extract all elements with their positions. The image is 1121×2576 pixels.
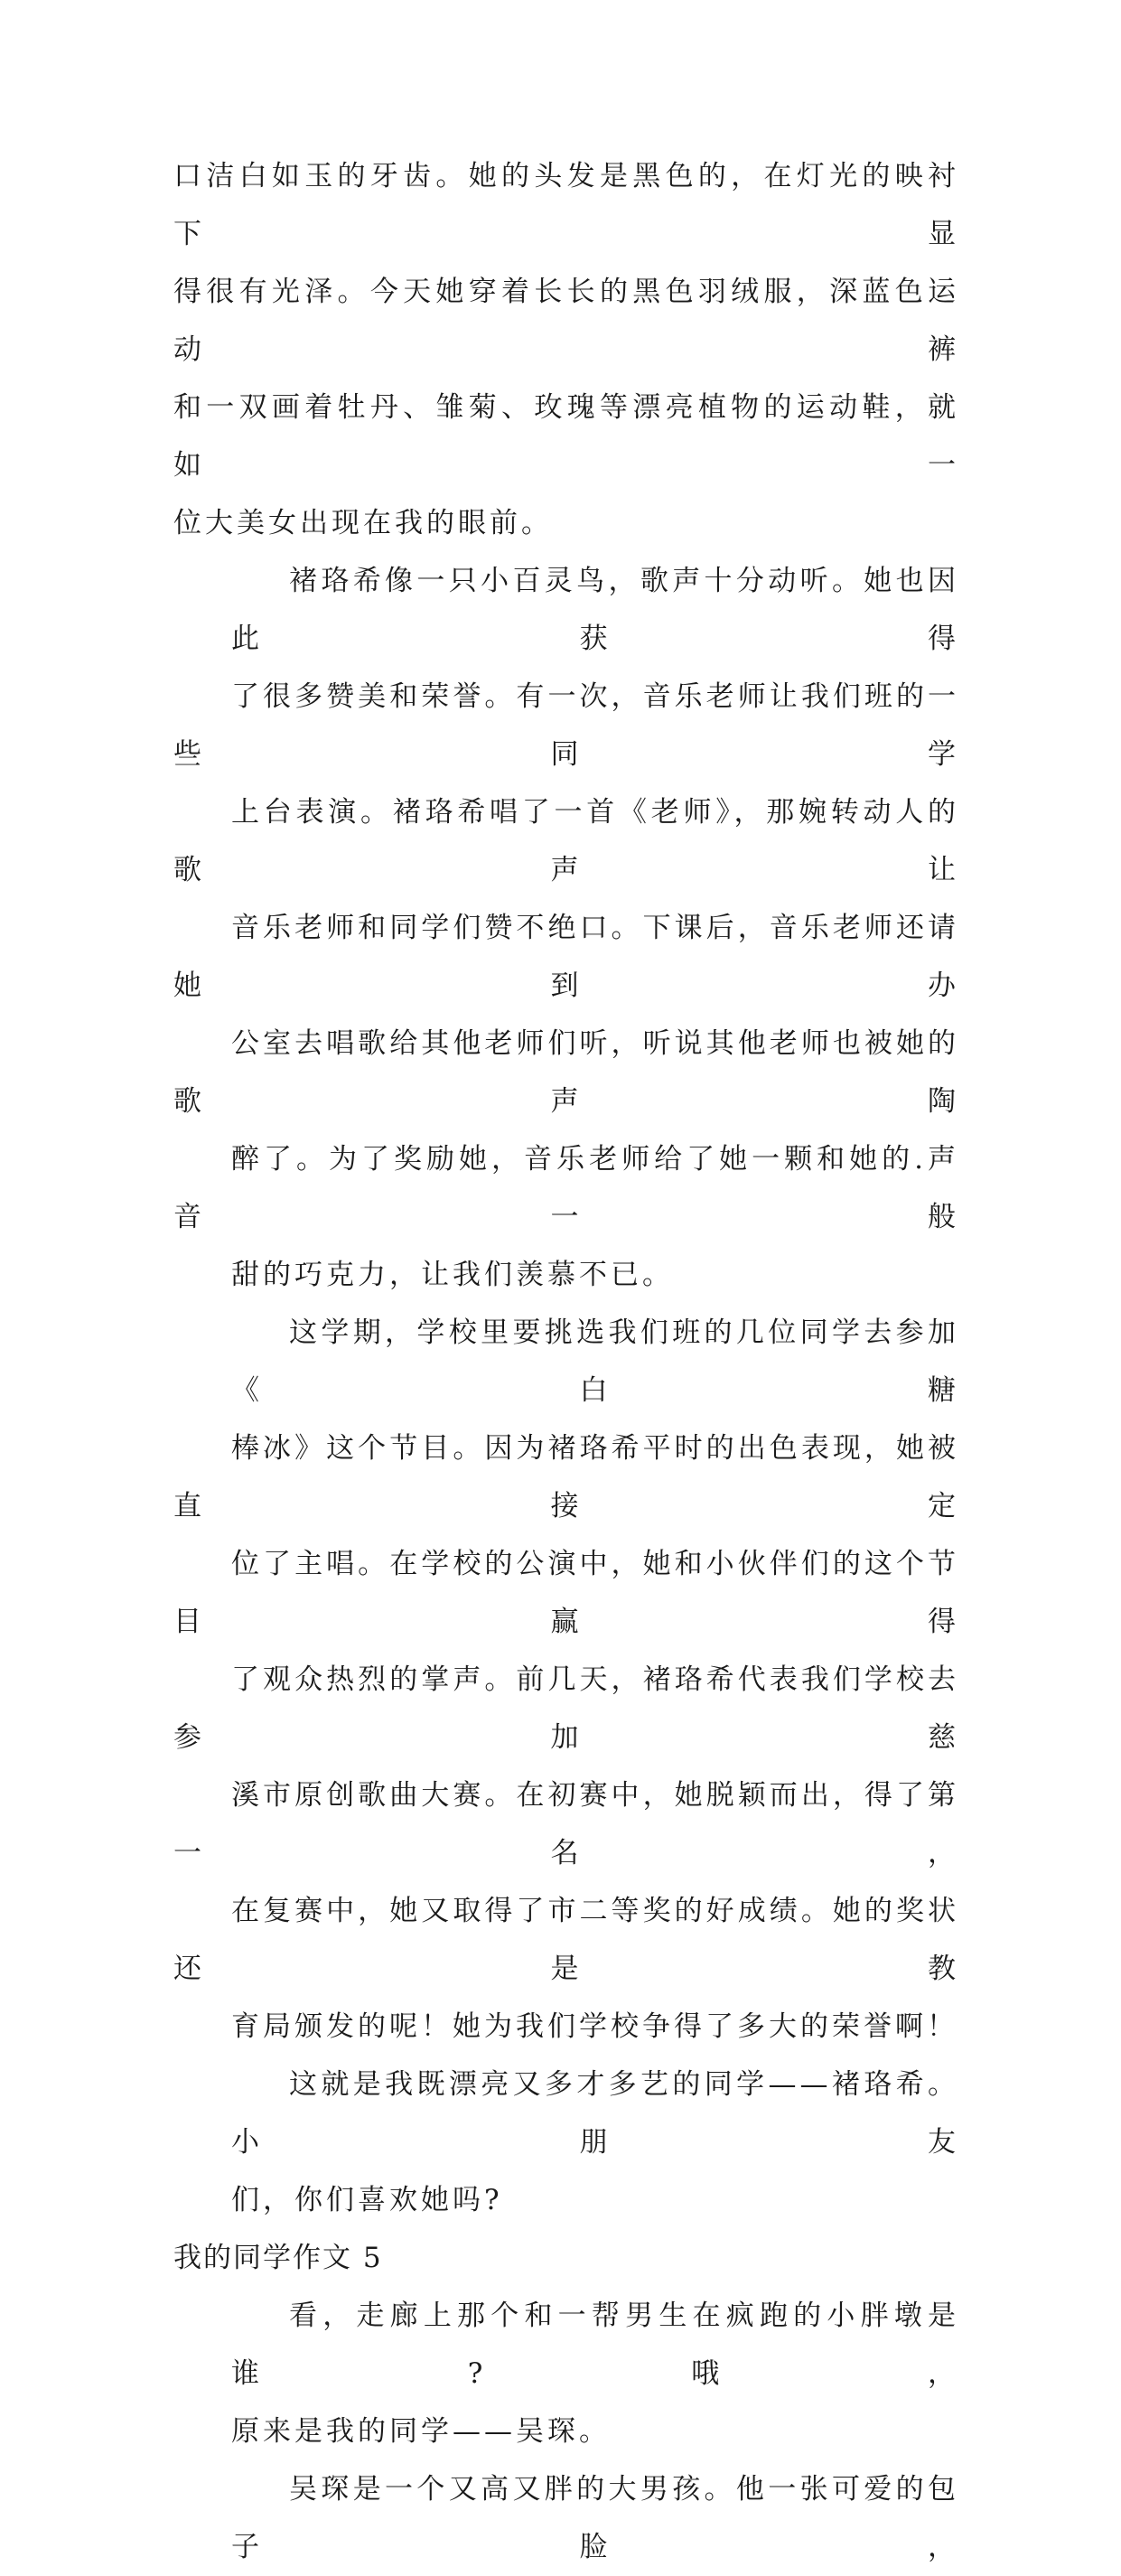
text-line: 棒冰》这个节目。因为褚珞希平时的出色表现，她被直接定 — [173, 1432, 959, 1522]
text-line: 口洁白如玉的牙齿。她的头发是黑色的，在灯光的映衬下显 — [173, 160, 959, 250]
text-line: 原来是我的同学——吴琛。 — [231, 2415, 611, 2448]
document-body — [173, 147, 959, 2576]
text-line: 育局颁发的呢！她为我们学校争得了多大的荣誉啊！ — [231, 2010, 958, 2043]
text-line: 位大美女出现在我的眼前。 — [173, 507, 553, 539]
paragraph — [173, 2460, 959, 2576]
text-line: 这学期，学校里要挑选我们班的几位同学去参加《白糖 — [231, 1316, 959, 1407]
paragraph — [173, 1304, 959, 2056]
text-line: 公室去唱歌给其他老师们听，听说其他老师也被她的歌声陶 — [173, 1027, 959, 1118]
text-line: 了观众热烈的掌声。前几天，褚珞希代表我们学校去参加慈 — [173, 1663, 959, 1754]
text-line: 得很有光泽。今天她穿着长长的黑色羽绒服，深蓝色运动裤 — [173, 276, 959, 366]
paragraph — [173, 147, 959, 552]
text-line: 在复赛中，她又取得了市二等奖的好成绩。她的奖状还是教 — [173, 1895, 959, 1985]
text-line: 音乐老师和同学们赞不绝口。下课后，音乐老师还请她到办 — [173, 912, 959, 1002]
text-line: 溪市原创歌曲大赛。在初赛中，她脱颖而出，得了第一名， — [173, 1779, 959, 1869]
paragraph — [173, 2287, 959, 2460]
text-line: 吴琛是一个又高又胖的大男孩。他一张可爱的包子脸， — [231, 2473, 959, 2563]
text-line: 们，你们喜欢她吗? — [231, 2184, 503, 2216]
text-line: 看，走廊上那个和一帮男生在疯跑的小胖墩是谁?哦， — [231, 2300, 959, 2390]
paragraph — [173, 552, 959, 1304]
text-line: 上台表演。褚珞希唱了一首《老师》，那婉转动人的歌声让 — [173, 796, 959, 886]
text-line: 甜的巧克力，让我们羡慕不已。 — [231, 1259, 674, 1291]
paragraph — [173, 2056, 959, 2229]
section-heading: 我的同学作文 5 — [173, 2242, 383, 2274]
text-line: 和一双画着牡丹、雏菊、玫瑰等漂亮植物的运动鞋，就如一 — [173, 391, 959, 482]
text-line: 褚珞希像一只小百灵鸟，歌声十分动听。她也因此获得 — [231, 565, 959, 655]
text-line: 了很多赞美和荣誉。有一次，音乐老师让我们班的一些同学 — [173, 680, 959, 771]
text-line: 醉了。为了奖励她，音乐老师给了她一颗和她的.声音一般 — [173, 1143, 959, 1233]
text-line: 位了主唱。在学校的公演中，她和小伙伴们的这个节目赢得 — [173, 1548, 959, 1638]
text-line: 这就是我既漂亮又多才多艺的同学——褚珞希。小朋友 — [231, 2068, 959, 2159]
